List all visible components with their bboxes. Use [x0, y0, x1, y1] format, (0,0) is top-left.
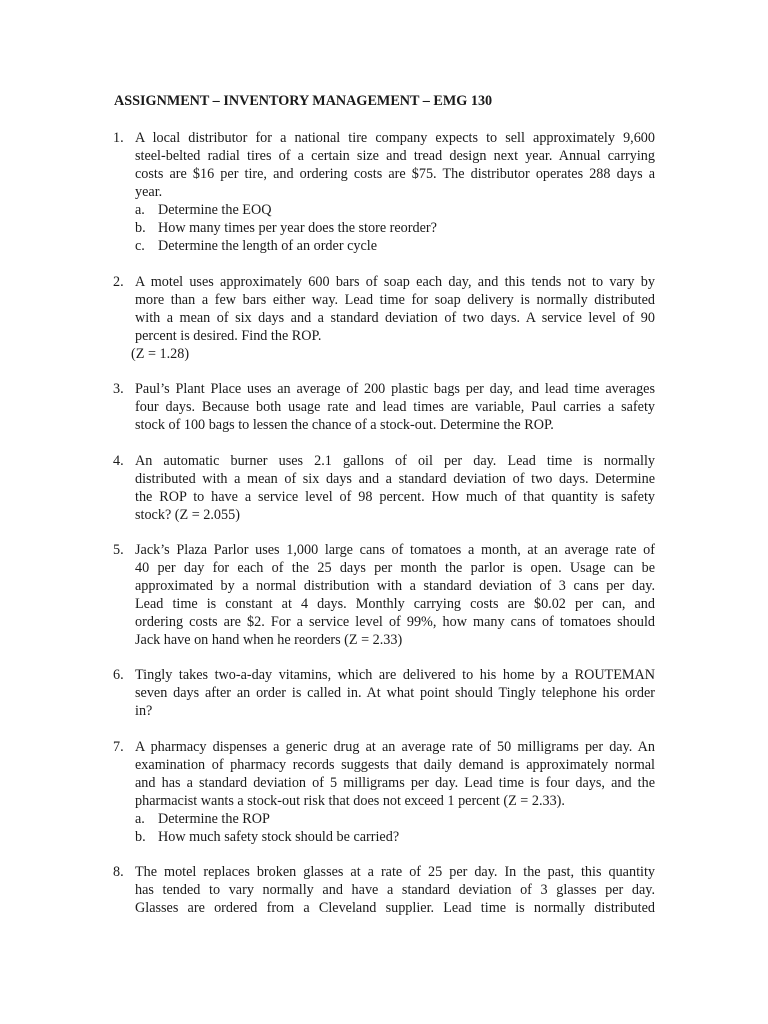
- question-1-line-2: steel-belted radial tires of a certain size and tread design next year. Annual carrying: [135, 148, 655, 164]
- question-4-number: 4.: [113, 453, 124, 469]
- question-8-line-1: The motel replaces broken glasses at a rate of 25 per day. In the past, this quantity: [135, 864, 655, 880]
- question-5-line-5: ordering costs are $2. For a service level of 99%, how many cans of tomatoes should: [135, 614, 655, 630]
- question-5-line-6: Jack have on hand when he reorders (Z = 2.33): [135, 632, 403, 648]
- question-8-line-2: has tended to vary normally and have a standard deviation of 3 glasses per day.: [135, 882, 655, 898]
- question-5-line-4: Lead time is constant at 4 days. Monthly carrying costs are $0.02 per can, and: [135, 596, 655, 612]
- question-2-line-2: more than a few bars either way. Lead time for soap delivery is normally distributed: [135, 292, 655, 308]
- question-8-number: 8.: [113, 864, 124, 880]
- question-1-sub-b-text: How many times per year does the store reorder?: [158, 220, 437, 236]
- question-1-line-4: year.: [135, 184, 163, 200]
- question-2-line-1: A motel uses approximately 600 bars of soap each day, and this tends not to vary by: [135, 274, 655, 290]
- question-1-sub-b-label: b.: [135, 220, 146, 236]
- question-1-sub-c-label: c.: [135, 238, 145, 254]
- question-6-line-3: in?: [135, 703, 153, 719]
- question-5-line-2: 40 per day for each of the 25 days per month the parlor is open. Usage can be: [135, 560, 655, 576]
- question-2-line-4: percent is desired. Find the ROP.: [135, 328, 322, 344]
- question-7-sub-a-text: Determine the ROP: [158, 811, 270, 827]
- question-3-line-1: Paul’s Plant Place uses an average of 200 plastic bags per day, and lead time averages: [135, 381, 655, 397]
- assignment-title: ASSIGNMENT – INVENTORY MANAGEMENT – EMG 130: [114, 93, 493, 109]
- question-6-number: 6.: [113, 667, 124, 683]
- question-2-number: 2.: [113, 274, 124, 290]
- question-5-line-3: approximated by a normal distribution with a standard deviation of 3 cans per day.: [135, 578, 655, 594]
- question-3-number: 3.: [113, 381, 124, 397]
- question-7-line-3: and has a standard deviation of 5 milligrams per day. Lead time is four days, and the: [135, 775, 655, 791]
- question-7-line-2: examination of pharmacy records suggests that daily demand is approximately normal: [135, 757, 655, 773]
- question-7-line-1: A pharmacy dispenses a generic drug at an average rate of 50 milligrams per day. An: [135, 739, 655, 755]
- question-6-line-1: Tingly takes two-a-day vitamins, which are delivered to his home by a ROUTEMAN: [135, 667, 655, 683]
- question-7-line-4: pharmacist wants a stock-out risk that does not exceed 1 percent (Z = 2.33).: [135, 793, 565, 809]
- question-1-sub-c-text: Determine the length of an order cycle: [158, 238, 378, 254]
- question-5-line-1: Jack’s Plaza Parlor uses 1,000 large cans of tomatoes a month, at an average rate of: [135, 542, 655, 558]
- question-4-line-1: An automatic burner uses 2.1 gallons of oil per day. Lead time is normally: [135, 453, 655, 469]
- question-1-sub-a-text: Determine the EOQ: [158, 202, 272, 218]
- question-2-z-value: (Z = 1.28): [131, 346, 190, 362]
- question-1-line-1: A local distributor for a national tire company expects to sell approximately 9,600: [135, 130, 655, 146]
- question-3-line-2: four days. Because both usage rate and lead times are variable, Paul carries a safety: [135, 399, 655, 415]
- question-7-sub-b-text: How much safety stock should be carried?: [158, 829, 400, 845]
- question-2-line-3: with a mean of six days and a standard deviation of two days. A service level of 90: [135, 310, 655, 326]
- question-3-line-3: stock of 100 bags to lessen the chance of a stock-out. Determine the ROP.: [135, 417, 554, 433]
- question-1-sub-a-label: a.: [135, 202, 145, 218]
- question-8-line-3: Glasses are ordered from a Cleveland supplier. Lead time is normally distributed: [135, 900, 655, 916]
- question-7-sub-a-label: a.: [135, 811, 145, 827]
- question-4-line-2: distributed with a mean of six days and a standard deviation of two days. Determine: [135, 471, 655, 487]
- question-4-line-4: stock? (Z = 2.055): [135, 507, 240, 523]
- question-5-number: 5.: [113, 542, 124, 558]
- question-7-number: 7.: [113, 739, 124, 755]
- question-7-sub-b-label: b.: [135, 829, 146, 845]
- question-1-number: 1.: [113, 130, 124, 146]
- question-1-line-3: costs are $16 per tire, and ordering costs are $75. The distributor operates 288 days a: [135, 166, 655, 182]
- question-4-line-3: the ROP to have a service level of 98 percent. How much of that quantity is safety: [135, 489, 655, 505]
- question-6-line-2: seven days after an order is called in. At what point should Tingly telephone his order: [135, 685, 655, 701]
